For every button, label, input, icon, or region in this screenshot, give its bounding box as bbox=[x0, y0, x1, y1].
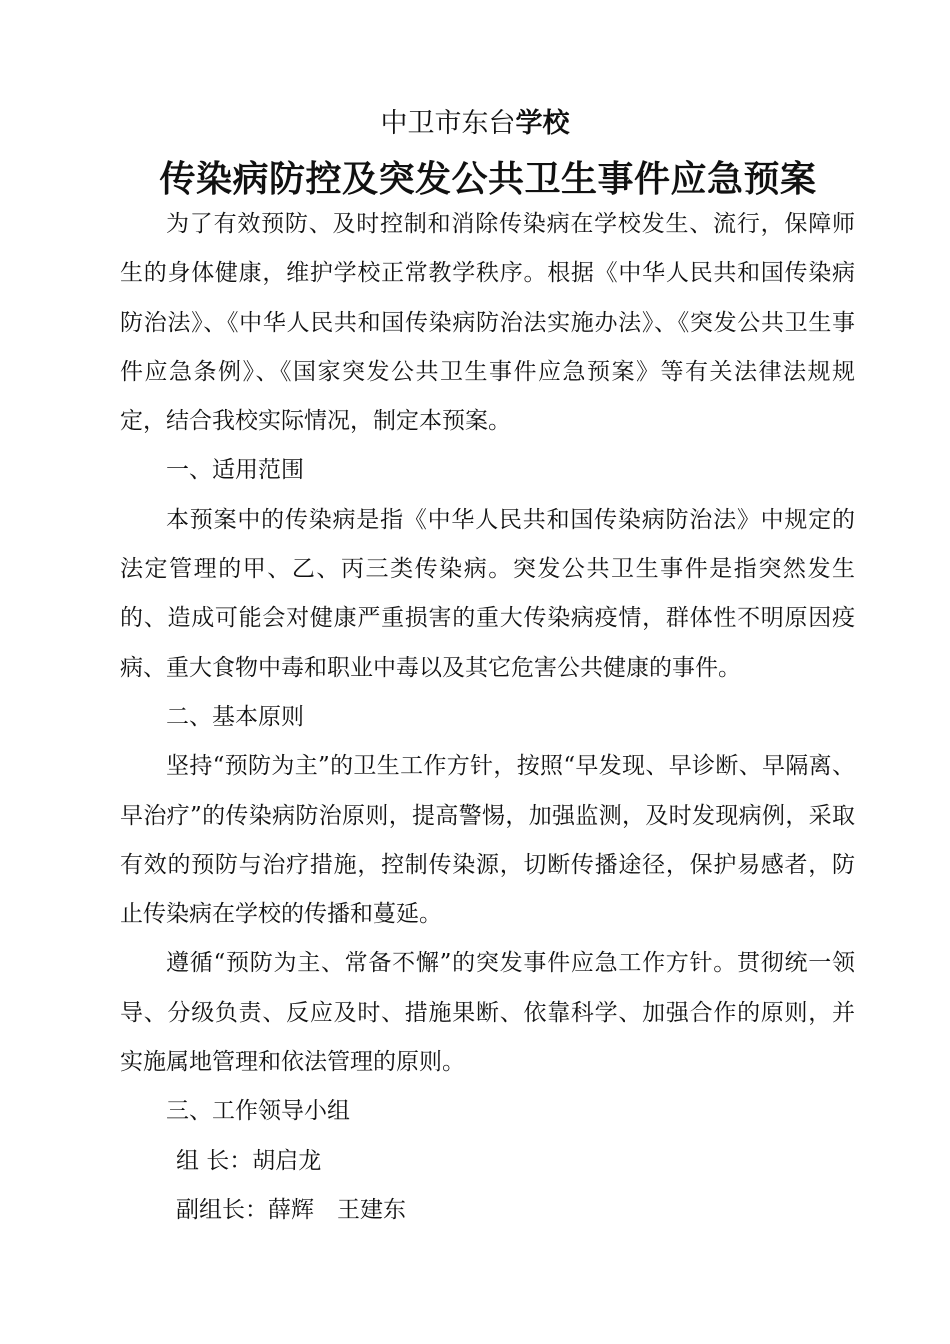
group-deputy-leaders: 副组长：薛辉 王建东 bbox=[176, 1196, 406, 1223]
document-title: 传染病防控及突发公共卫生事件应急预案 bbox=[159, 158, 817, 200]
section-2-paragraph-2: 遵循“预防为主、常备不懈”的突发事件应急工作方针。贯彻统一领导、分级负责、反应及时、措施果断、依靠科学、加强合作的原则，并实施属地管理和依法管理的原则。 bbox=[120, 950, 855, 1076]
school-name-prefix: 中卫市东台 bbox=[380, 108, 516, 139]
section-1-paragraph: 本预案中的传染病是指《中华人民共和国传染病防治法》中规定的法定管理的甲、乙、丙三类传染病。突发公共卫生事件是指突然发生的、造成可能会对健康严重损害的重大传染病疫情，群体性不明原因疫病、重大食物中毒和职业中毒以及其它危害公共健康的事件。 bbox=[120, 506, 855, 681]
section-3-heading: 三、工作领导小组 bbox=[166, 1098, 350, 1125]
school-name-suffix: 学校 bbox=[515, 108, 570, 139]
section-2-paragraph-1: 坚持“预防为主”的卫生工作方针，按照“早发现、早诊断、早隔离、早治疗”的传染病防治原则，提高警惕，加强监测，及时发现病例，采取有效的预防与治疗措施，控制传染源，切断传播途径，保护易感者，防止传染病在学校的传播和蔓延。 bbox=[120, 753, 855, 928]
section-1-heading: 一、适用范围 bbox=[166, 457, 304, 484]
section-2-heading: 二、基本原则 bbox=[166, 703, 304, 730]
document-body bbox=[120, 200, 855, 1235]
school-name bbox=[0, 104, 950, 144]
group-leader: 组 长：胡启龙 bbox=[176, 1147, 322, 1174]
intro-paragraph: 为了有效预防、及时控制和消除传染病在学校发生、流行，保障师生的身体健康，维护学校正常教学秩序。根据《中华人民共和国传染病防治法》、《中华人民共和国传染病防治法实施办法》、《突发公共卫生事件应急条例》、《国家突发公共卫生事件应急预案》等有关法律法规规定，结合我校实际情况，制定本预案。 bbox=[120, 211, 855, 435]
